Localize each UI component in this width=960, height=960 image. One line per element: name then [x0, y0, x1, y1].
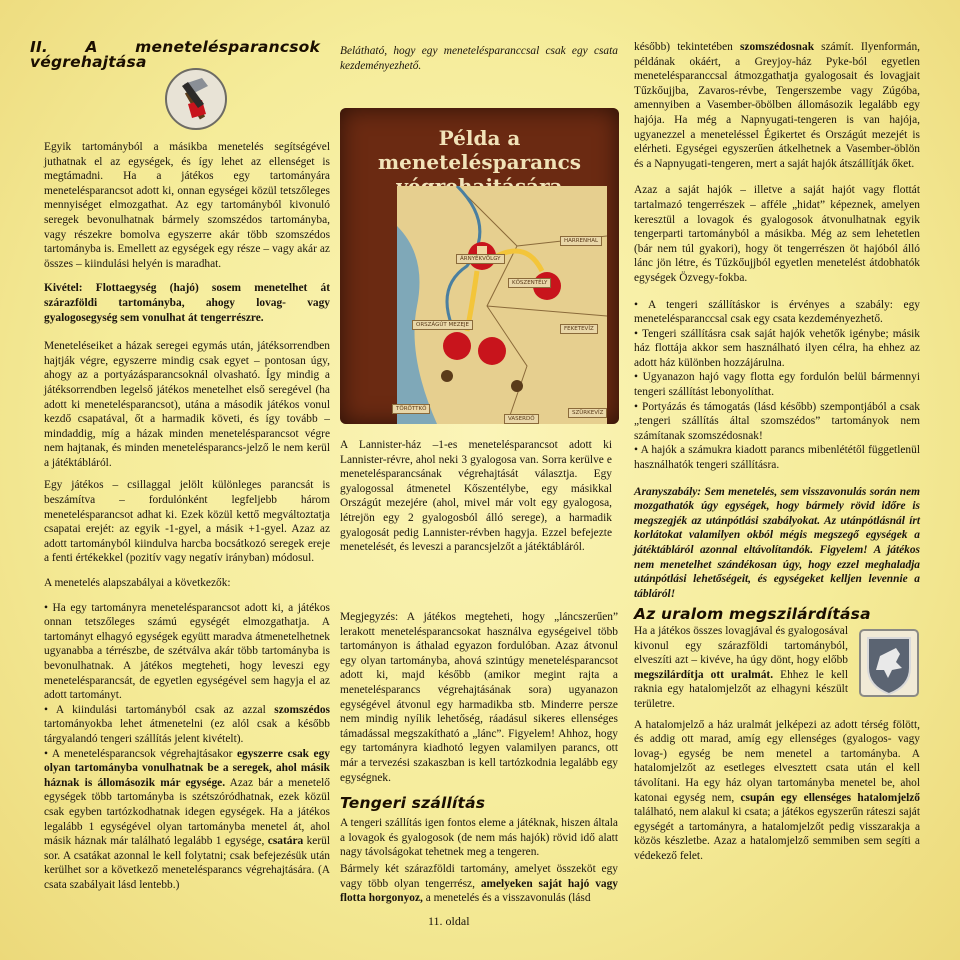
section-title: II. A menetelésparancsok végrehajtása: [30, 38, 320, 71]
golden-rule: Aranyszabály: Sem menetelés, sem visszavonulás során nem mozgathatók úgy egységek, hogy bármely rövid időre is megszegjék az utánpótlási szabályokat. Az utánpótlásnál írt korlátokat valamilyen okból mégis megszegő egységek a játéktábláról azonnal eltávolítandók. Figyelem! A játékos nem menetelhet szándékosan úgy, hogy ezzel meghaladja utánpótlási lehetőségeit, és egységeket kelljen levennie a tábláról!: [634, 485, 920, 600]
rule-item: • Tengeri szállításra csak saját hajók vehetők igénybe; másik ház flottája akkor sem használható ilyen célra, ha ehhez az adott ház különben hozzájárulna.: [634, 327, 920, 371]
map-title: Példa a menetelésparancs: [377, 126, 582, 174]
consolidate-paragraph: Ha a játékos összes lovagjával és gyalogosával kivonul egy szárazföldi tartományból, elveszíti azt – kivéve, ha úgy dönt, hogy előbb megszilárdítja ott uralmát. Ehhez le kell raknia egy hatalomjelzőt az elhagyni készült területre.: [634, 624, 848, 710]
region-label: FEKETEVÍZ: [560, 324, 598, 334]
rule-item: • Ugyanazon hajó vagy flotta egy fordulón belül bármennyi tengeri szállítást lebonyolíthat.: [634, 370, 920, 399]
power-token-paragraph: A hatalomjelző a ház uralmát jelképezi az adott térség fölött, és addig ott marad, amíg egy ellenséges (gyalogos- vagy lovag-) egység be nem menetel a tartományba. A hatalomjelzőt az esetleges elvesztett csata után el kell távolítani. Ha egy ház olyan tartományba menetel be, ahol katonai egység nem, csupán egy ellenséges hatalomjelző található, nem alakul ki csata; a játékos egyszerűn ráteszi saját egységét a tartományra, a hatalomjelzőt pedig visszarakja a közös készletbe. Azaz a hatalomjelző semmiben sem segíti a védekező felet.: [634, 718, 920, 862]
rule-item: • A tengeri szállításkor is érvényes a szabály: egy menetelésparanccsal csak egy csata kezdeményezhető.: [634, 298, 920, 327]
page-number: 11. oldal: [428, 914, 470, 928]
chain-note: Megjegyzés: A játékos megteheti, hogy „láncszerűen” lerakott menetelésparancsokat használva egységeivel több tartományon is áthalad egyazon fordulóban. Azaz átvonul egy olyan tartományba, ahová szintúgy menetelésparancsot adott ki, majd később (amikor megint rajta a menetelésparancs végrehajtásának sora) ugyanazon egységével átvonul egy harmadikba stb. Minderre persze nem mindig nyílik lehetőség, ráadásul sikeres ellenséges támadással megszakítható a „lánc”. Figyelem! Ahhoz, hogy egy tartományra kiadhotó legyen valamilyen parancs, ott már a tervezési szakaszban is kell tartózkodnia legalább egy egységnek.: [340, 611, 618, 784]
map-caption: A Lannister-ház –1-es menetelésparancsot adott ki Lannister-révre, ahol neki 3 gyalogosa van. Sorra kerülve e menetelésparancsának végrehajtását választja. Egy gyalogossal átmenetel Kőszentélybe, egy másikkal Országút mezejére (ahol, mivel már volt egy gyalogosa, létrejön egy 2 gyalogosból álló serege), a harmadik gyalogosát pedig Lannister-révben hagyja. Ezzel befejezte menetelését, és leveszi a parancsjelzőt a játéktábláról.: [340, 439, 612, 554]
rule-item: • Ha egy tartományra menetelésparancsot adott ki, a játékos onnan tetszőleges számú egységét elmozgathatja. A tartományt elhagyó egységek együtt maradva átmenetelhetnek ugyanabba a térrészbe, de szétválva akár több tartományba is bevonulhatnak. A játékos megteheti, hogy leveszi egy menetelésparancsát, de egyetlen egységével sem hagyja el az adott tartományt.: [44, 601, 330, 703]
consolidate-title: Az uralom megszilárdítása: [634, 605, 871, 624]
region-label: TÖRÖTTKŐ: [392, 404, 430, 414]
rules-lead: A menetelés alapszabályai a következők:: [44, 577, 231, 590]
region-label: ÁRNYÉKVÖLGY: [456, 254, 505, 264]
intro-paragraph: Egyik tartományból a másikba menetelés segítségével juthatnak el az egységek, és így lehet az ellenséget is megtámadni. Ha a játékos egy tartományára menetelésparancsot adott ki, onnan egységei közül tetszőleges mennyiséget elmozgathat. Az egy tartományból kivonuló seregek bevonulhatnak bármely szomszédos tartományba, vagy részekre bomolva egyszerre akár több szomszédos tartományba is. Emellett az egységek egy része – vagy akár az összes – kiindulási helyén is maradhat.: [44, 141, 330, 270]
sea-transport-adjacency: Bármely két szárazföldi tartomány, amelyet összeköt egy vagy több olyan tengerrész, amelyeken saját hajó vagy flotta horgonyoz, a menetelés és a visszavonulás (lásd: [340, 863, 618, 905]
region-label: HARRENHAL: [560, 236, 602, 246]
rule-item: • Portyázás és támogatás (lásd később) szempontjából a csak „tengeri szállítás által szomszédos” tartományok nem számítanak szomszédosnak!: [634, 400, 920, 444]
limit-paragraph: Egy játékos – csillaggal jelölt különleges parancsát is beszámítva – fordulónként legfeljebb három menetelésparancsot adhat ki. Ezek közül kettő megváltoztatja csapatai erejét: az egyik -1-gyel, a másik +1-gyel. Azaz az adott tartományból kiindulva harcba bocsátkozó seregek ereje a fenti értékekkel (pozitív vagy negatív irányban) módosul.: [44, 479, 330, 565]
lannister-unit: [443, 332, 471, 360]
order-paragraph: Meneteléseiket a házak seregei egymás után, játéksorrendben hajtják végre, egyszerre mindig csak egyet – pontosan úgy, ahogy az a portyázásparancsoknál olvasható. Így mindig a játéksorrendben legelső játékos menetelhet első seregével (ha adott ki menetelésparancsot), utána a második játékos vonul kezdő csapatával, őt a harmadik követi, és így tovább – mindaddig, míg a házak minden menetelésparancsot végre nem hajtanak, és minden menetelésparancs-jelző le nem kerül a játéktábláról.: [44, 340, 330, 469]
region-label: ORSZÁGÚT MEZEJE: [412, 320, 473, 330]
sea-transport-title: Tengeri szállítás: [340, 794, 486, 812]
sea-transport-paragraph: A tengeri szállítás igen fontos eleme a játéknak, hiszen általa a lovagok és gyalogosok (de nem más hajók) rövid idő alatt nagy távolságokat tehetnek meg a tengeren.: [340, 817, 618, 859]
lannister-unit: [478, 337, 506, 365]
battle-note: Belátható, hogy egy menetelésparanccsal csak egy csata kezdeményezhető.: [340, 45, 618, 72]
bridge-paragraph: Azaz a saját hajók – illetve a saját hajót vagy flottát tartalmazó tengerrészek – afféle „hidat” képeznek, amelyen keresztül a lovagok és gyalogosok átvonulhatnak egyik tengerparti tartományból a másikba. Még az sem lehetetlen (bár nem túl gyakori), hogy öt tengerrészen öt hajóból álló lánc jön létre, és Tűzkőujjból egyetlen menetelést átdobhatók egységek Özvegy-fokba.: [634, 184, 920, 284]
exception-paragraph: Kivétel: Flottaegység (hajó) sosem menetelhet át szárazföldi tartományba, ahogy lovag- vagy gyalogosegység sem vonulhat át tengerrészre.: [44, 282, 330, 324]
rule-item: • A menetelésparancsok végrehajtásakor egyszerre csak egy olyan tartományba vonulhatnak be a seregek, ahol másik háznak is állomásozik már egysége. Azaz bár a menetelő egységek több tartományba is szétszóródhatnak, ezek közül csak egyben tartózkodhatnak idegen egységek. Ha a játékos legalább 1 egységével olyan tartományba menetel át, ahol másik háznak már található legalább 1 egysége, csatára kerül sor. A csatákat azonnal le kell folytatni; csak befejezésük után kerülhet sor a következő menetelésparancs végrehajtására. (A csata szabályait lásd lentebb.): [44, 747, 330, 893]
adjacency-paragraph: később) tekintetében szomszédosnak számít. Ilyenformán, példának okáért, a Greyjoy-ház Pyke-ból egyetlen menetelésparanccsal átmozgathatja gyalogosait és lovagjait Tűzkőujjba, Zavaros-révbe, Tengerszembe vagy Zúgóba, amennyiben a Vasember-öbölben állomásozik legalább egy hajója. Ha még a Napnyugati-tengeren is van hajója, ugyanezzel a meneteléssel Égikertet és Országút mezejét is elérheti. Egységei egyszerűen átkelhetnek a Vasember-öblön és a Napnyugati-tengeren, mert a saját hajók átszállítják őket.: [634, 41, 921, 170]
region-label: SZÜRKEVÍZ: [568, 408, 607, 418]
march-order-icon: [162, 64, 230, 134]
march-rules-list: [44, 601, 330, 893]
region-label: KŐSZENTÉLY: [508, 278, 551, 288]
rule-item: • A kiindulási tartományból csak az azzal szomszédos tartományokba lehet átmenetelni (ez alól csak a később tárgyalandó tengeri szállítás jelent kivételt).: [44, 703, 330, 747]
rule-item: • A hajók a számukra kiadott parancs mibenlététől függetlenül használhatók tengeri szállításra.: [634, 443, 920, 472]
sea-rules-list: [634, 298, 920, 473]
map-illustration: [397, 186, 607, 424]
region-label: VASERDŐ: [504, 414, 539, 424]
example-map: [340, 108, 619, 424]
house-stark-shield-icon: [858, 628, 920, 698]
